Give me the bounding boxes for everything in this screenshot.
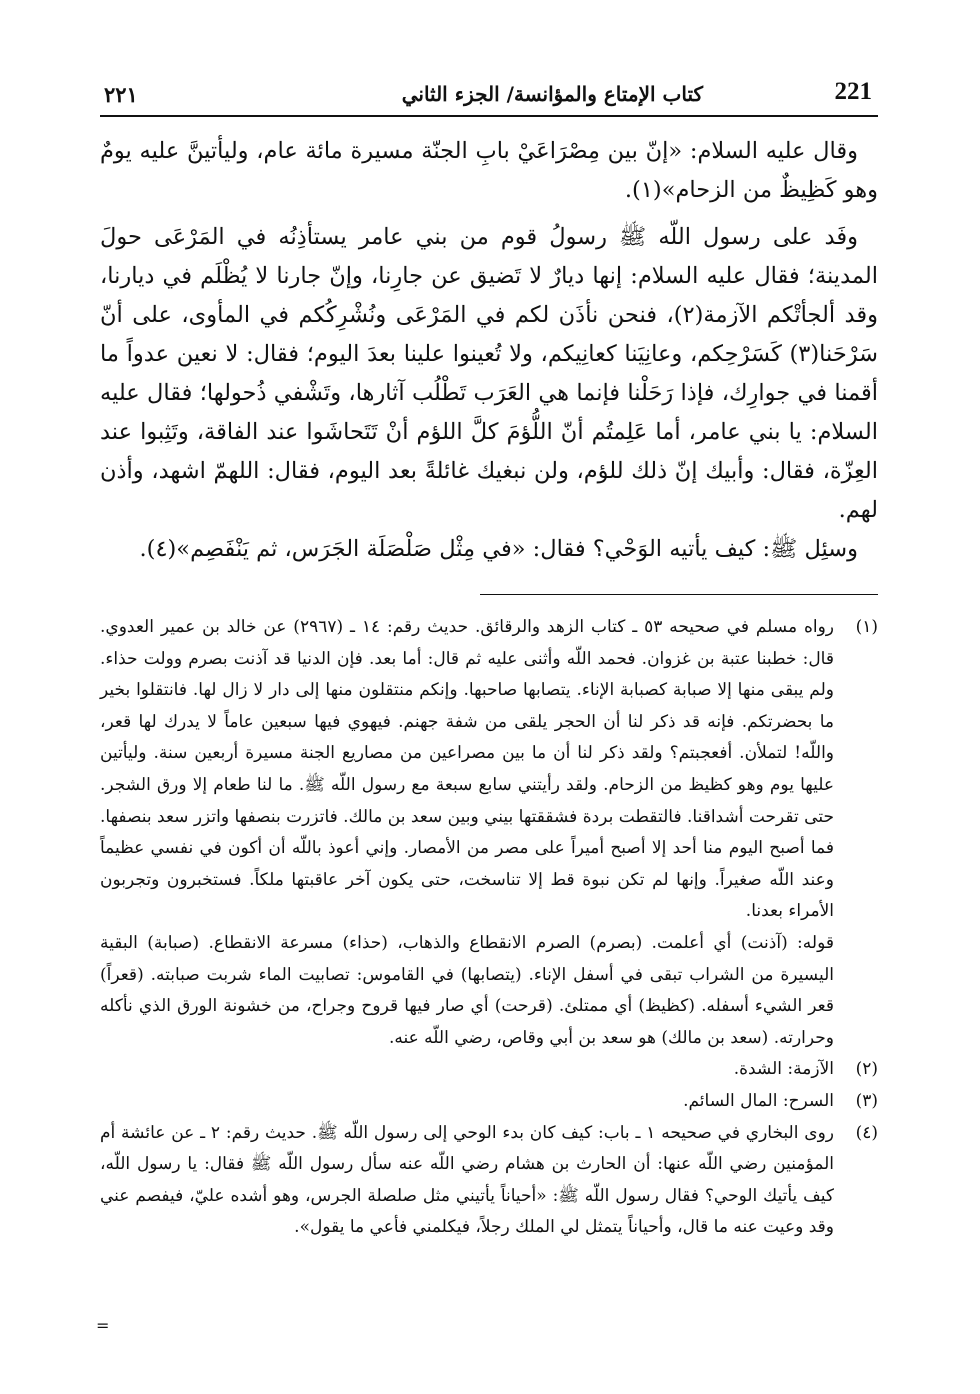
page-number: 221	[834, 78, 872, 105]
footnote-number: (١)	[855, 617, 878, 637]
arabic-page-number: ٢٢١	[104, 82, 138, 107]
book-title: كتاب الإمتاع والمؤانسة/ الجزء الثاني	[401, 82, 703, 106]
footnote-number: (٢)	[855, 1059, 878, 1080]
paragraph: وفَد على رسول اللّه ﷺ رسولُ قوم من بني عامر يستأذِنُه في المَرْعَى حولَ المدينة؛ فقال عليه السلام: إنها ديارٌ لا تَضيق عن جارِنا، وإنّ جارنا لا يُظْلَم في ديارنا، وقد ألجأتْكم الآزمة(٢)، فنحن نأذَن لكم في المَرْعَى ونُشْرِكُكم في المأوى، على أنّ سَرْحَنا(٣) كَسَرْحِكم، وعانِيَنا كعانِيكم، ولا تُعينوا علينا بعدَ اليوم؛ فقال: لا نعين عدواً ما أقمنا في جوارِك، فإذا رَحَلْنا فإنما هي العَرَب تَطْلُب آثارها، وتَشْفي ذُحولها؛ فقال عليه السلام: يا بني عامر، أما عَلِمتُم أنّ اللُّؤمَ كلَّ اللؤم أنْ تَتَحاشَوا عند الفاقة، وتَثِبوا عند العِزّة، فقال: وأبيك إنّ ذلك للؤم، ولن نبغيك غائلةً بعد اليوم، فقال: اللهمّ اشهد، وأذن لهم.	[100, 224, 878, 523]
footnote-text: السرح: المال السائم.	[683, 1090, 834, 1111]
main-text	[100, 132, 878, 569]
margin-mark: =	[96, 1316, 110, 1335]
footnote-text: قوله: (آذنت) أي أعلمت. (بصرم) الصرم الانقطاع والذهاب، (حذاء) مسرعة الانقطاع. (صبابة) البقية اليسيرة من الشراب تبقى في أسفل الإناء. (يتصابها) في القاموس: تصابيت الماء شربت صبابته. (قعراً) قعر الشيء أسفله. (كظيظ) أي ممتلئ. (قرحت) أي صار فيها قروح وجراح، من خشونة الورق الذي نأكله وحرارته. (سعد بن مالك) هو سعد بن أبي وقاص، رضي اللّه عنه.	[100, 932, 834, 1048]
footnote-number: (٣)	[855, 1090, 878, 1111]
footnote-text: الآزمة: الشدة.	[733, 1059, 834, 1080]
page-header	[100, 76, 878, 116]
paragraph: وقال عليه السلام: «إنّ بين مِصْرَاعَيْ بابِ الجنّة مسيرة مائة عام، وليأتينَّ عليه يومٌ وهو كَظِيظٌ من الزحام»(١).	[100, 138, 878, 203]
header-divider	[100, 115, 878, 117]
footnote	[100, 1086, 878, 1118]
footnote-text: رواه مسلم في صحيحه ٥٣ ـ كتاب الزهد والرقائق. حديث رقم: ١٤ ـ (٢٩٦٧) عن خالد بن عمير العدوي. قال: خطبنا عتبة بن غزوان. فحمد اللّه وأثنى عليه ثم قال: أما بعد. فإن الدنيا قد آذنت بصرم وولت حذاء. ولم يبقى منها إلا صبابة كصبابة الإناء. يتصابها صاحبها. وإنكم منتقلون منها إلى دار لا زال لها. فانتقلوا بخير ما بحضرتكم. فإنه قد ذكر لنا أن الحجر يلقى من شفة جهنم. فيهوي فيها سبعين عاماً لا يدرك لها قعر، واللّه! لتملأن. أفعجبتم؟ ولقد ذكر لنا أن ما بين مصراعين من مصاريع الجنة مسيرة أربعين سنة. وليأتين عليها يوم وهو كظيظ من الزحام. ولقد رأيتني سابع سبعة مع رسول اللّه ﷺ. ما لنا طعام إلا ورق الشجر. حتى تقرحت أشداقنا. فالتقطت بردة فشققتها بيني وبين سعد بن مالك. فاتزرت بنصفها واتزر سعد بنصفها. فما أصبح اليوم منا أحد إلا أصبح أميراً على مصر من الأمصار. وإني أعوذ باللّه أن أكون في نفسي عظيماً وعند اللّه صغيراً. وإنها لم تكن نبوة قط إلا تناسخت، حتى يكون آخر عاقبتها ملكاً. فستخبرون وتجربون الأمراء بعدنا.	[100, 617, 834, 922]
paragraph: وسئِل ﷺ: كيف يأتيه الوَحْي؟ فقال: «في مِثْل صَلْصَلَة الجَرَس، ثم يَنْفَصِم»(٤).	[139, 536, 858, 562]
footnote-number: (٤)	[855, 1122, 878, 1143]
footnote	[100, 1118, 878, 1244]
footnote	[100, 612, 878, 1054]
footnote-divider	[480, 594, 878, 595]
footnote-text: روى البخاري في صحيحه ١ ـ باب: كيف كان بدء الوحي إلى رسول اللّه ﷺ. حديث رقم: ٢ ـ عن عائشة أم المؤمنين رضي اللّه عنها: أن الحارث بن هشام رضي اللّه عنه سأل رسول اللّه ﷺ فقال: يا رسول اللّه، كيف يأتيك الوحي؟ فقال رسول اللّه ﷺ: «أحياناً يأتيني مثل صلصلة الجرس، وهو أشده عليّ، فيفصم عني وقد وعيت عنه ما قال، وأحياناً يتمثل لي الملك رجلاً، فيكلمني فأعي ما يقول».	[100, 1122, 834, 1238]
footnotes	[100, 612, 878, 1244]
footnote	[100, 1054, 878, 1086]
